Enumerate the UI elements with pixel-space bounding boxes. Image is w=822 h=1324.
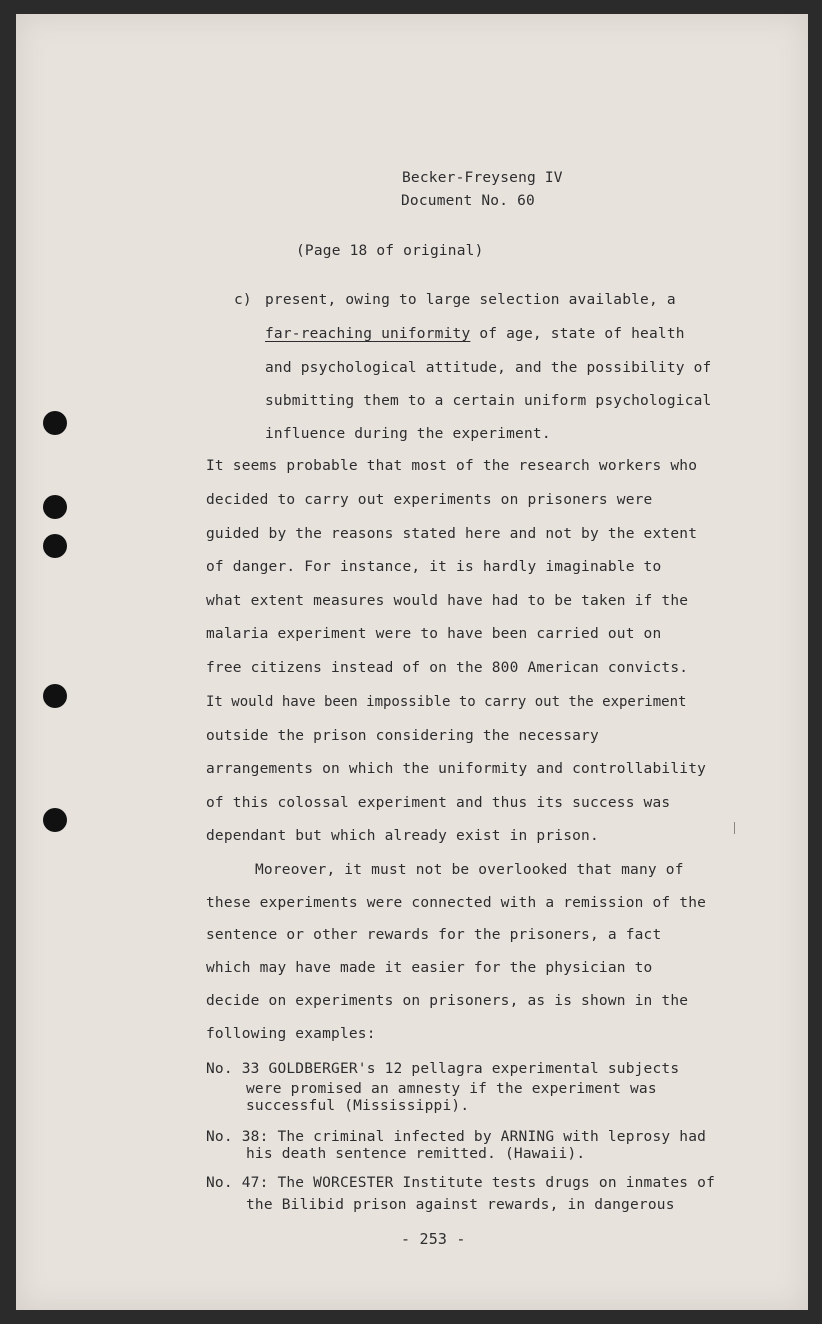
stray-mark <box>734 822 735 834</box>
example-line: the Bilibid prison against rewards, in dangerous <box>246 1197 675 1213</box>
paragraph-line: what extent measures would have had to be taken if the <box>206 593 689 609</box>
binder-hole <box>43 808 67 832</box>
paragraph-line: It would have been impossible to carry out the experiment <box>206 694 687 710</box>
paragraph-line: these experiments were connected with a remission of the <box>206 895 707 911</box>
binder-hole <box>43 411 67 435</box>
paragraph-line: outside the prison considering the necessary <box>206 728 599 744</box>
paragraph-line: which may have made it easier for the physician to <box>206 960 653 976</box>
page-number: - 253 - <box>401 1230 466 1248</box>
binder-hole <box>43 534 67 558</box>
paragraph-line: Moreover, it must not be overlooked that many of <box>255 862 684 878</box>
item-c-line: and psychological attitude, and the possibility of <box>265 360 712 376</box>
paragraph-line: following examples: <box>206 1026 376 1042</box>
example-line: his death sentence remitted. (Hawaii). <box>246 1146 586 1162</box>
item-c-line: submitting them to a certain uniform psychological <box>265 393 712 409</box>
paragraph-line: dependant but which already exist in prison. <box>206 828 599 844</box>
paragraph-line: guided by the reasons stated here and not by the extent <box>206 526 698 542</box>
paragraph-line: free citizens instead of on the 800 American convicts. <box>206 660 689 676</box>
original-page-reference: (Page 18 of original) <box>296 243 484 259</box>
item-c-line <box>265 326 685 342</box>
paragraph-line: sentence or other rewards for the prisoners, a fact <box>206 927 662 943</box>
item-c-line: present, owing to large selection available, a <box>265 292 676 308</box>
paragraph-line: It seems probable that most of the research workers who <box>206 458 698 474</box>
example-line: No. 47: The WORCESTER Institute tests drugs on inmates of <box>206 1175 715 1191</box>
paragraph-line: of danger. For instance, it is hardly imaginable to <box>206 559 662 575</box>
example-line: successful (Mississippi). <box>246 1098 470 1114</box>
item-c-label: c) <box>234 292 252 308</box>
example-line: No. 33 GOLDBERGER's 12 pellagra experimental subjects <box>206 1061 680 1077</box>
example-line: No. 38: The criminal infected by ARNING with leprosy had <box>206 1129 707 1145</box>
item-c-line-rest: of age, state of health <box>470 326 685 342</box>
paragraph-line: decide on experiments on prisoners, as is shown in the <box>206 993 689 1009</box>
binder-hole <box>43 495 67 519</box>
document-series: Becker-Freyseng IV <box>402 170 563 186</box>
paragraph-line: malaria experiment were to have been carried out on <box>206 626 662 642</box>
document-page <box>16 14 808 1310</box>
paragraph-line: decided to carry out experiments on prisoners were <box>206 492 653 508</box>
document-number: Document No. 60 <box>401 193 535 209</box>
item-c-line: influence during the experiment. <box>265 426 551 442</box>
paragraph-line: arrangements on which the uniformity and controllability <box>206 761 707 777</box>
binder-hole <box>43 684 67 708</box>
paragraph-line: of this colossal experiment and thus its success was <box>206 795 671 811</box>
example-line: were promised an amnesty if the experiment was <box>246 1081 657 1097</box>
underlined-phrase: far-reaching uniformity <box>265 326 471 342</box>
